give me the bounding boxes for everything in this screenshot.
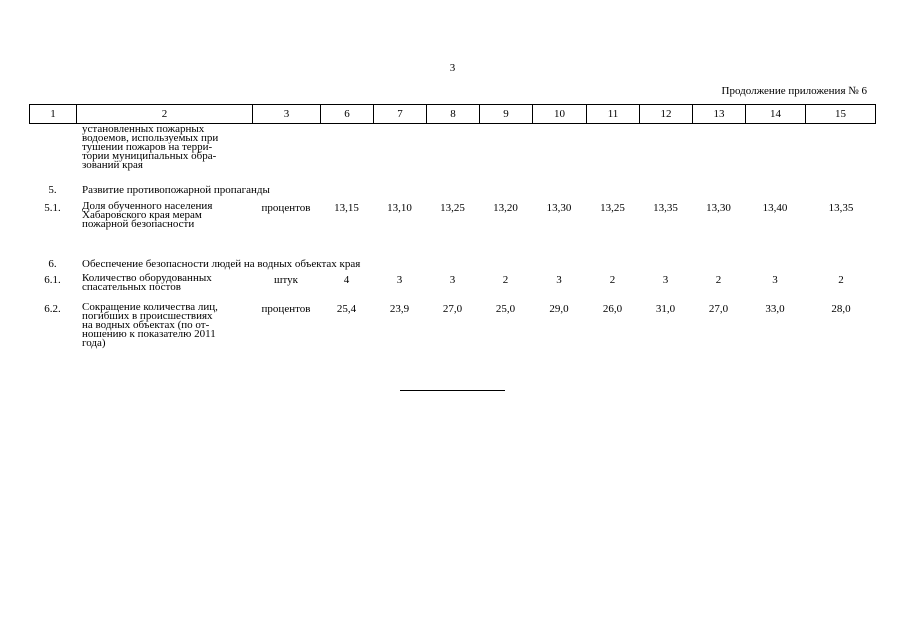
- value-cell: 3: [772, 274, 778, 286]
- value-cell: 27,0: [442, 303, 463, 315]
- value-cell: 25,0: [495, 303, 516, 315]
- header-cell: 6: [321, 105, 374, 124]
- row-description: Сокращение количества лиц, погибших в происшествиях на водных объектах (по от- ношению к показателю 2011 года): [82, 301, 218, 349]
- header-cell: 3: [253, 105, 321, 124]
- continuation-label: Продолжение приложения № 6: [721, 85, 867, 97]
- section-number: 6.: [48, 258, 57, 270]
- value-cell: 4: [343, 274, 350, 286]
- value-cell: 31,0: [655, 303, 676, 315]
- section-title: Обеспечение безопасности людей на водных объектах края: [82, 258, 361, 270]
- header-cell: 11: [587, 105, 640, 124]
- row-number: 6.1.: [44, 274, 61, 286]
- header-cell: 12: [640, 105, 693, 124]
- header-cell: 7: [374, 105, 427, 124]
- row-unit: процентов: [261, 303, 311, 315]
- header-cell: 14: [746, 105, 806, 124]
- header-cell: 13: [693, 105, 746, 124]
- value-cell: 13,40: [762, 202, 788, 214]
- value-cell: 3: [556, 274, 562, 286]
- column-header-table: [29, 104, 876, 124]
- value-cell: 13,35: [828, 202, 854, 214]
- value-cell: 27,0: [708, 303, 729, 315]
- section-number: 5.: [48, 184, 57, 196]
- page-number: 3: [449, 62, 456, 74]
- row-number: 5.1.: [44, 202, 61, 214]
- value-cell: 13,10: [387, 202, 412, 214]
- row-unit: процентов: [261, 202, 311, 214]
- header-row: [30, 105, 876, 124]
- row-number: 6.2.: [44, 303, 61, 315]
- value-cell: 3: [396, 274, 403, 286]
- value-cell: 3: [662, 274, 669, 286]
- section-title: Развитие противопожарной пропаганды: [82, 184, 270, 196]
- value-cell: 13,25: [440, 202, 465, 214]
- value-cell: 33,0: [765, 303, 785, 315]
- header-cell: 2: [77, 105, 253, 124]
- value-cell: 13,35: [653, 202, 678, 214]
- value-cell: 25,4: [336, 303, 357, 315]
- header-cell: 15: [806, 105, 876, 124]
- value-cell: 13,15: [334, 202, 359, 214]
- row-description: Количество оборудованных спасательных постов: [82, 272, 212, 293]
- value-cell: 29,0: [549, 303, 569, 315]
- row-description: Доля обученного населения Хабаровского края мерам пожарной безопасности: [82, 200, 213, 230]
- value-cell: 13,20: [493, 202, 518, 214]
- header-cell: 1: [30, 105, 77, 124]
- value-cell: 23,9: [389, 303, 410, 315]
- value-cell: 2: [715, 274, 722, 286]
- closing-rule: [400, 390, 505, 391]
- value-cell: 3: [449, 274, 456, 286]
- carry-over-text: установленных пожарных водоемов, используемых при тушении пожаров на терри- тории муниципальных обра- зований края: [82, 123, 219, 171]
- header-cell: 9: [480, 105, 533, 124]
- value-cell: 13,25: [600, 202, 625, 214]
- header-cell: 10: [533, 105, 587, 124]
- value-cell: 28,0: [831, 303, 851, 315]
- row-unit: штук: [274, 274, 298, 286]
- value-cell: 26,0: [602, 303, 623, 315]
- value-cell: 13,30: [706, 202, 731, 214]
- value-cell: 13,30: [546, 202, 572, 214]
- value-cell: 2: [609, 274, 616, 286]
- value-cell: 2: [838, 274, 844, 286]
- header-cell: 8: [427, 105, 480, 124]
- value-cell: 2: [502, 274, 509, 286]
